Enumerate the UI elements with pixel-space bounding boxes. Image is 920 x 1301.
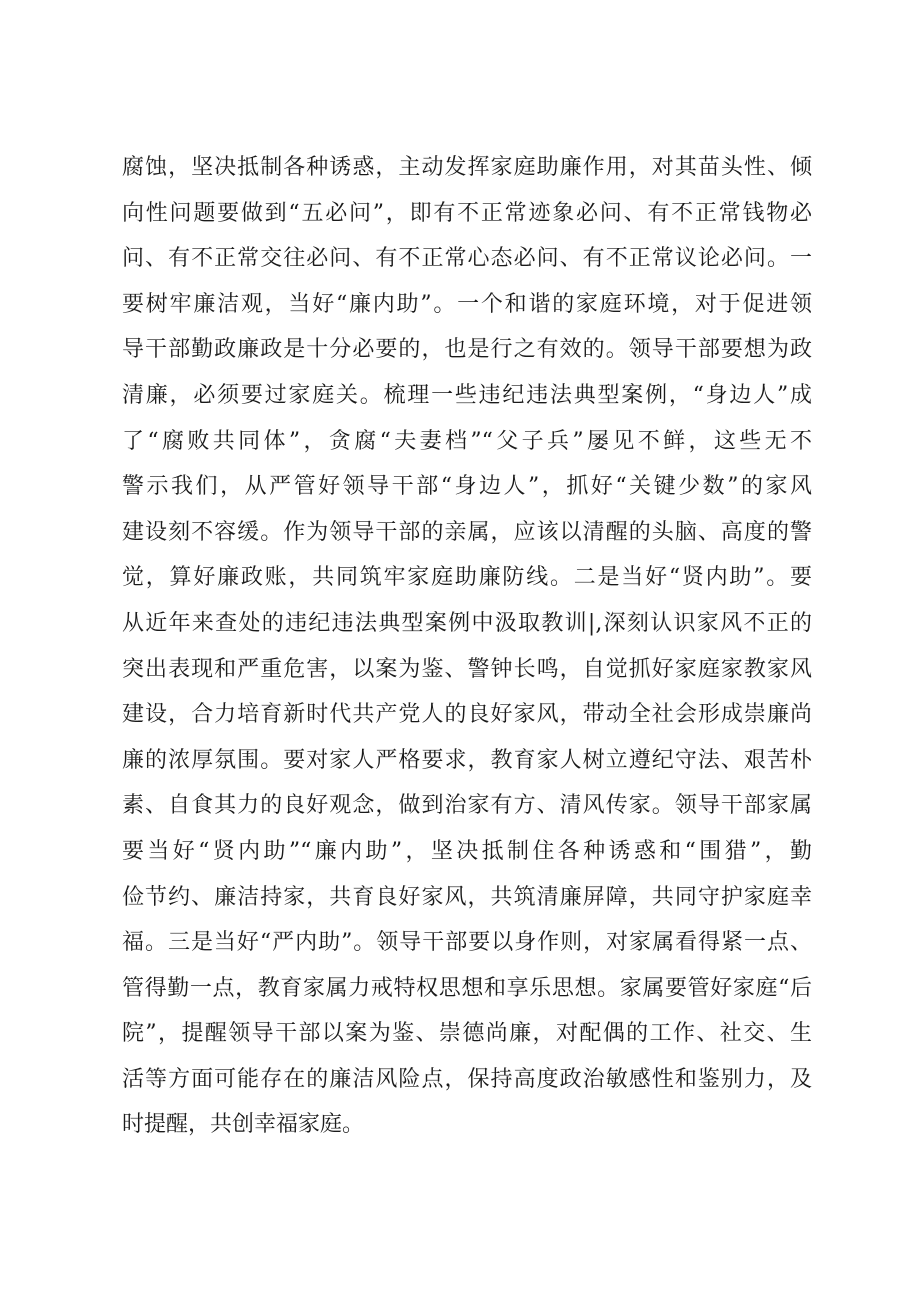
text-line: 建设，合力培育新时代共产党人的良好家风，带动全社会形成崇廉尚 bbox=[122, 702, 812, 728]
text-line: 要当好“贤内助”“廉内助”，坚决抵制住各种诱惑和“围猎”，勤 bbox=[122, 838, 812, 864]
text-line: 院”，提醒领导干部以案为鉴、崇德尚廉，对配偶的工作、社交、生 bbox=[122, 1021, 812, 1047]
text-line: 从近年来查处的违纪违法典型案例中汲取教训|,深刻认识家风不正的 bbox=[122, 610, 812, 636]
text-line: 时提醒，共创幸福家庭。 bbox=[122, 1112, 365, 1138]
text-line: 福。三是当好“严内助”。领导干部要以身作则，对家属看得紧一点、 bbox=[122, 930, 812, 956]
text-line: 警示我们，从严管好领导干部“身边人”，抓好“关键少数”的家风 bbox=[122, 474, 812, 500]
text-line: 活等方面可能存在的廉洁风险点，保持高度政治敏感性和鉴别力，及 bbox=[122, 1066, 812, 1092]
text-line: 素、自食其力的良好观念，做到治家有方、清风传家。领导干部家属 bbox=[122, 793, 812, 819]
text-line: 导干部勤政廉政是十分必要的，也是行之有效的。领导干部要想为政 bbox=[122, 337, 812, 363]
body-paragraph bbox=[122, 145, 812, 1148]
text-line: 廉的浓厚氛围。要对家人严格要求，教育家人树立遵纪守法、艰苦朴 bbox=[122, 747, 812, 773]
text-line: 要树牢廉洁观，当好“廉内助”。一个和谐的家庭环境，对于促进领 bbox=[122, 291, 812, 317]
text-line: 突出表现和严重危害，以案为鉴、警钟长鸣，自觉抓好家庭家教家风 bbox=[122, 656, 812, 682]
text-line: 问、有不正常交往必问、有不正常心态必问、有不正常议论必问。一 bbox=[122, 246, 812, 272]
text-line: 建设刻不容缓。作为领导干部的亲属，应该以清醒的头脑、高度的警 bbox=[122, 519, 812, 545]
text-line: 向性问题要做到“五必问”，即有不正常迹象必问、有不正常钱物必 bbox=[122, 200, 812, 226]
text-line: 了“腐败共同体”，贪腐“夫妻档”“父子兵”屡见不鲜，这些无不 bbox=[122, 428, 812, 454]
text-line: 管得勤一点，教育家属力戒特权思想和享乐思想。家属要管好家庭“后 bbox=[122, 975, 812, 1001]
text-line: 俭节约、廉洁持家，共育良好家风，共筑清廉屏障，共同守护家庭幸 bbox=[122, 884, 812, 910]
text-line: 觉，算好廉政账，共同筑牢家庭助廉防线。二是当好“贤内助”。要 bbox=[122, 565, 812, 591]
text-line: 腐蚀，坚决抵制各种诱惑，主动发挥家庭助廉作用，对其苗头性、倾 bbox=[122, 155, 812, 180]
text-line: 清廉，必须要过家庭关。梳理一些违纪违法典型案例，“身边人”成 bbox=[122, 382, 812, 408]
